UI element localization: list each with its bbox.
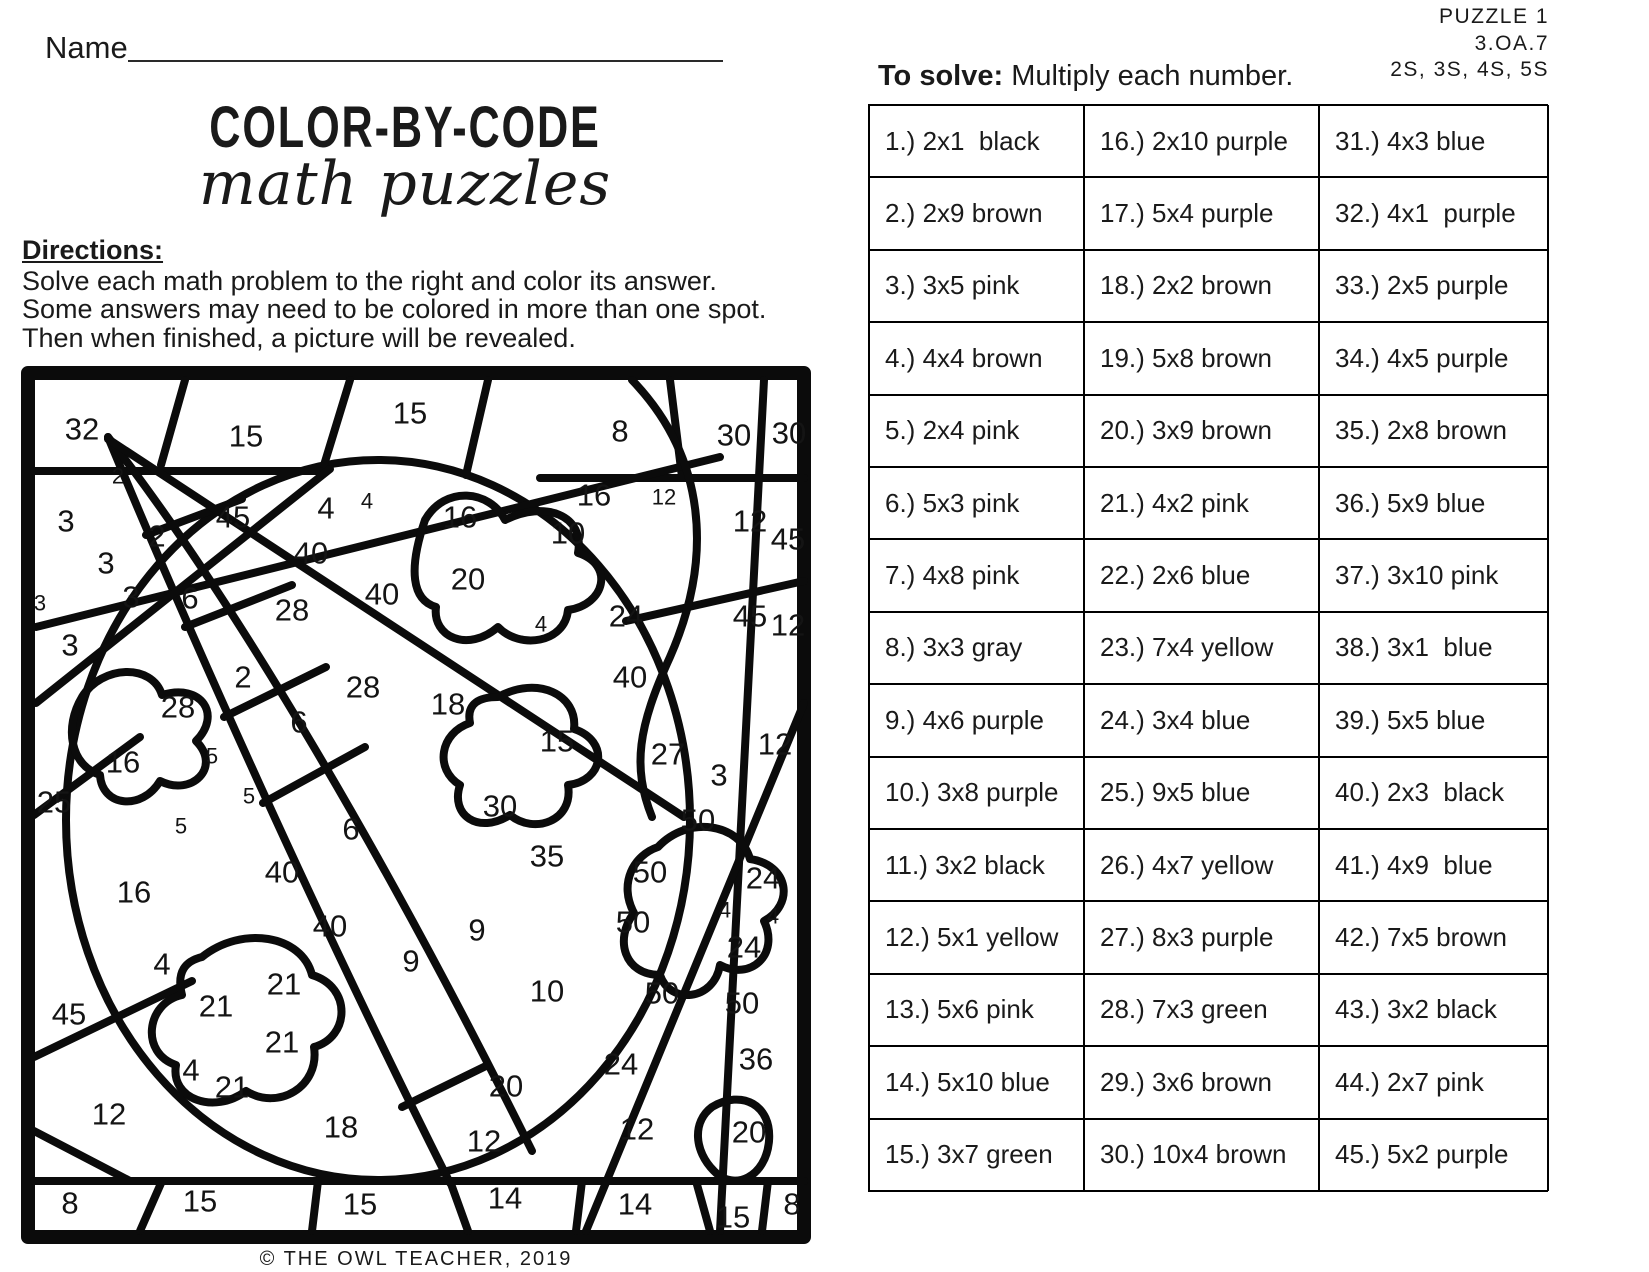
problem-cell: 20.) 3x9 brown [1084, 395, 1319, 467]
standard-code: 3.OA.7 [1474, 31, 1549, 55]
region-number: 40 [364, 576, 400, 612]
region-number: 21 [198, 988, 234, 1024]
problem-cell: 24.) 3x4 blue [1084, 684, 1319, 756]
region-number: 30 [482, 788, 518, 824]
problem-cell: 14.) 5x10 blue [869, 1046, 1084, 1118]
directions-line-2: Some answers may need to be colored in more than one spot. [22, 294, 767, 325]
region-number: 18 [430, 686, 466, 722]
region-number: 5 [205, 743, 219, 769]
problem-cell: 10.) 3x8 purple [869, 757, 1084, 829]
problem-cell: 9.) 4x6 purple [869, 684, 1084, 756]
problem-cell: 34.) 4x5 purple [1319, 322, 1549, 394]
region-number: 28 [160, 689, 196, 725]
region-number: 3 [122, 579, 140, 615]
region-number: 21 [264, 1024, 300, 1060]
region-number: 45 [770, 521, 806, 557]
problem-cell: 1.) 2x1 black [869, 105, 1084, 177]
region-number: 4 [317, 490, 335, 526]
region-number: 16 [116, 874, 152, 910]
region-number: 15 [182, 1183, 218, 1219]
region-number: 6 [290, 704, 308, 740]
region-number: 4 [718, 897, 732, 923]
problem-cell: 23.) 7x4 yellow [1084, 612, 1319, 684]
worksheet-title [20, 92, 790, 219]
problems-table [868, 104, 1548, 1192]
region-number: 8 [611, 413, 629, 449]
puzzle-number: PUZZLE 1 [1438, 5, 1549, 28]
problem-cell: 7.) 4x8 pink [869, 539, 1084, 611]
problem-cell: 2.) 2x9 brown [869, 177, 1084, 249]
region-number: 10 [529, 973, 565, 1009]
region-number: 12 [757, 726, 793, 762]
region-number: 15 [392, 395, 428, 431]
region-number: 2 [111, 463, 125, 489]
region-number: 24 [608, 598, 644, 634]
problem-cell: 33.) 2x5 purple [1319, 250, 1549, 322]
region-number: 12 [732, 503, 768, 539]
region-number: 32 [64, 411, 100, 447]
directions-line-3: Then when finished, a picture will be revealed. [22, 322, 576, 353]
problem-cell: 31.) 4x3 blue [1319, 105, 1549, 177]
title-math-puzzles: math puzzles [198, 149, 612, 219]
problem-cell: 29.) 3x6 brown [1084, 1046, 1319, 1118]
region-number: 3 [57, 503, 75, 539]
problem-cell: 13.) 5x6 pink [869, 974, 1084, 1046]
region-number: 20 [731, 1114, 767, 1150]
region-number: 16 [105, 744, 141, 780]
region-number: 4 [182, 1052, 200, 1088]
region-number: 45 [732, 598, 768, 634]
region-number: 4 [766, 903, 780, 929]
region-number: 9 [402, 943, 420, 979]
problem-cell: 8.) 3x3 gray [869, 612, 1084, 684]
region-number: 50 [680, 802, 716, 838]
problem-cell: 41.) 4x9 blue [1319, 829, 1549, 901]
problem-cell: 36.) 5x9 blue [1319, 467, 1549, 539]
region-number: 15 [539, 723, 575, 759]
region-number: 16 [576, 477, 612, 513]
region-number: 30 [771, 415, 807, 451]
region-number: 4 [534, 611, 548, 637]
facts-covered: 2S, 3S, 4S, 5S [1390, 58, 1549, 82]
problem-cell: 39.) 5x5 blue [1319, 684, 1549, 756]
puzzle-number-labels [34, 396, 806, 1235]
region-number: 40 [293, 535, 329, 571]
problem-cell: 4.) 4x4 brown [869, 322, 1084, 394]
region-number: 27 [650, 736, 686, 772]
region-number: 21 [266, 966, 302, 1002]
region-number: 45 [215, 499, 251, 535]
region-number: 18 [323, 1109, 359, 1145]
color-by-code-puzzle [20, 365, 812, 1245]
problem-cell: 11.) 3x2 black [869, 829, 1084, 901]
region-number: 40 [612, 659, 648, 695]
problem-cell: 19.) 5x8 brown [1084, 322, 1319, 394]
region-number: 8 [783, 1186, 801, 1222]
title-color-by-code: COLOR-BY-CODE [209, 93, 601, 160]
region-number: 12 [91, 1096, 127, 1132]
to-solve-instruction [878, 60, 1293, 93]
region-number: 8 [61, 1185, 79, 1221]
region-number: 9 [468, 912, 486, 948]
to-solve-label: To solve: [878, 60, 1004, 92]
region-number: 50 [724, 985, 760, 1021]
to-solve-text: Multiply each number. [1003, 60, 1294, 92]
region-number: 5 [242, 783, 256, 809]
copyright-notice: © THE OWL TEACHER, 2019 [259, 1248, 573, 1270]
region-number: 14 [487, 1180, 523, 1216]
region-number: 40 [312, 908, 348, 944]
problem-cell: 6.) 5x3 pink [869, 467, 1084, 539]
region-number: 24 [726, 929, 762, 965]
region-number: 5 [174, 813, 188, 839]
region-number: 24 [603, 1046, 639, 1082]
region-number: 50 [632, 854, 668, 890]
region-number: 3 [33, 590, 47, 616]
problem-cell: 32.) 4x1 purple [1319, 177, 1549, 249]
directions-heading: Directions: [22, 235, 164, 265]
region-number: 30 [716, 417, 752, 453]
problem-cell: 40.) 2x3 black [1319, 757, 1549, 829]
problem-cell: 22.) 2x6 blue [1084, 539, 1319, 611]
problem-cell: 16.) 2x10 purple [1084, 105, 1319, 177]
directions-line-1: Solve each math problem to the right and color its answer. [22, 265, 717, 296]
directions-section [22, 236, 766, 352]
problem-cell: 28.) 7x3 green [1084, 974, 1319, 1046]
region-number: 21 [214, 1069, 250, 1105]
problem-cell: 17.) 5x4 purple [1084, 177, 1319, 249]
problem-cell: 38.) 3x1 blue [1319, 612, 1549, 684]
problem-cell: 3.) 3x5 pink [869, 250, 1084, 322]
problem-cell: 35.) 2x8 brown [1319, 395, 1549, 467]
problem-cell: 21.) 4x2 pink [1084, 467, 1319, 539]
problem-cell: 12.) 5x1 yellow [869, 901, 1084, 973]
problem-cell: 25.) 9x5 blue [1084, 757, 1319, 829]
problem-cell: 42.) 7x5 brown [1319, 901, 1549, 973]
region-number: 12 [619, 1111, 655, 1147]
region-number: 14 [617, 1186, 653, 1222]
problem-cell: 26.) 4x7 yellow [1084, 829, 1319, 901]
region-number: 35 [529, 838, 565, 874]
region-number: 10 [550, 515, 586, 551]
puzzle-standard-block [1390, 4, 1549, 84]
region-number: 4 [153, 946, 171, 982]
region-number: 4 [360, 488, 374, 514]
region-number: 36 [738, 1041, 774, 1077]
region-number: 12 [651, 484, 677, 510]
region-number: 6 [181, 580, 199, 616]
region-number: 24 [745, 860, 781, 896]
region-number: 15 [342, 1186, 378, 1222]
region-number: 15 [715, 1199, 751, 1235]
puzzle-svg [20, 365, 812, 1245]
problem-cell: 30.) 10x4 brown [1084, 1119, 1319, 1191]
region-number: 50 [615, 904, 651, 940]
region-number: 6 [342, 811, 360, 847]
problem-cell: 15.) 3x7 green [869, 1119, 1084, 1191]
problem-cell: 5.) 2x4 pink [869, 395, 1084, 467]
region-number: 12 [770, 607, 806, 643]
region-number: 20 [488, 1068, 524, 1104]
region-number: 40 [264, 854, 300, 890]
region-number: 3 [61, 627, 79, 663]
name-blank-line [128, 60, 723, 62]
problem-cell: 18.) 2x2 brown [1084, 250, 1319, 322]
region-number: 16 [442, 499, 478, 535]
problem-cell: 27.) 8x3 purple [1084, 901, 1319, 973]
problem-cell: 43.) 3x2 black [1319, 974, 1549, 1046]
region-number: 25 [36, 784, 72, 820]
region-number: 20 [450, 561, 486, 597]
region-number: 45 [51, 996, 87, 1032]
region-number: 3 [710, 757, 728, 793]
region-number: 3 [97, 545, 115, 581]
region-number: 28 [345, 669, 381, 705]
problem-cell: 37.) 3x10 pink [1319, 539, 1549, 611]
region-number: 2 [148, 518, 166, 554]
region-number: 15 [228, 418, 264, 454]
region-number: 50 [644, 975, 680, 1011]
problem-cell: 44.) 2x7 pink [1319, 1046, 1549, 1118]
region-number: 2 [234, 659, 252, 695]
problem-cell: 45.) 5x2 purple [1319, 1119, 1549, 1191]
region-number: 28 [274, 592, 310, 628]
name-label: Name [45, 30, 128, 65]
region-number: 12 [466, 1123, 502, 1159]
